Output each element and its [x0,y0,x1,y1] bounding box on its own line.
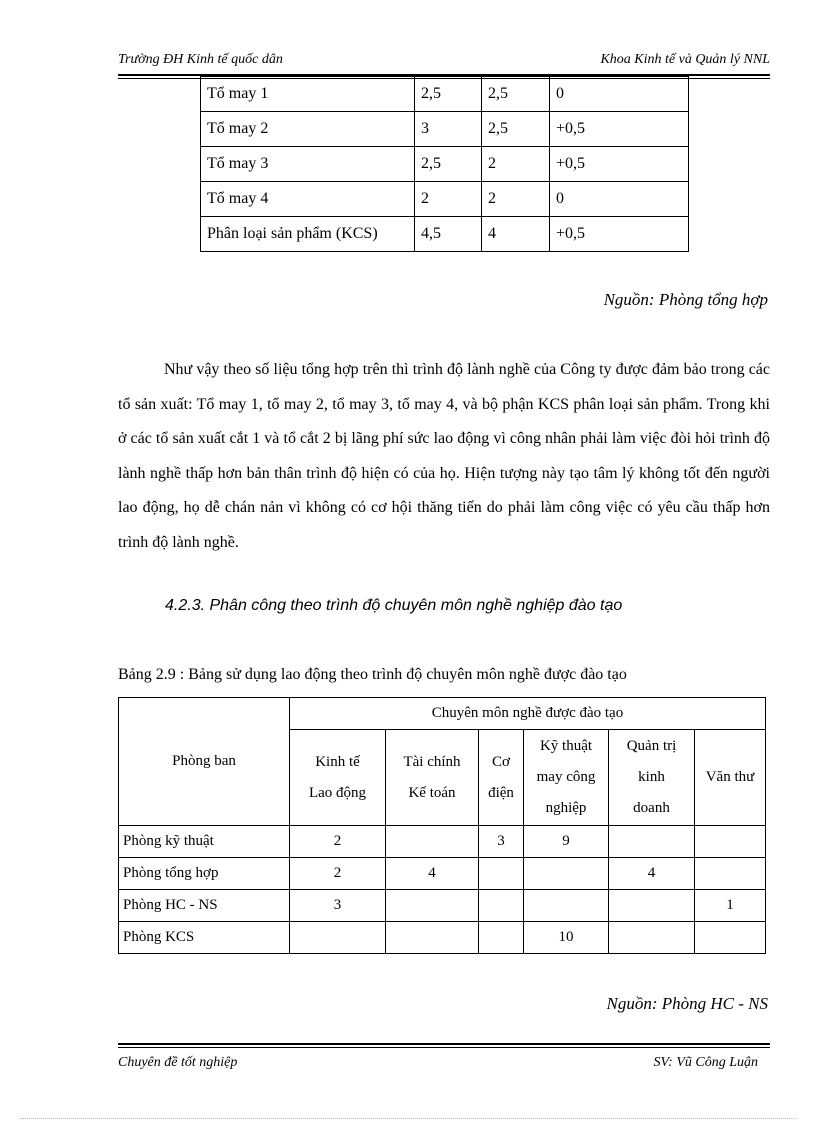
table-cell [479,922,524,954]
column-header-line: Kế toán [408,784,456,801]
column-header [695,730,766,826]
table1-source: Nguồn: Phòng tổng hợp [603,290,768,309]
table-cell: 0 [550,77,689,112]
column-header [386,730,479,826]
column-header-line: Văn thư [705,769,755,785]
table-cell: 2 [290,826,386,858]
table-cell: 2,5 [482,77,550,112]
table-row [201,112,689,147]
column-header [609,730,695,826]
table-cell: 3 [415,112,482,147]
table-cell: 4 [386,858,479,890]
table-row [201,182,689,217]
row-label: Tổ may 1 [201,77,415,112]
table-cell: 2 [482,182,550,217]
table2-corner-header: Phòng ban [119,698,290,826]
column-header-line: may công [536,769,596,785]
table-cell: 0 [550,182,689,217]
column-header-line: nghiệp [545,800,587,816]
table-cell [386,890,479,922]
page-edge [20,1118,796,1119]
section-heading: 4.2.3. Phân công theo trình độ chuyên môn nghề nghiệp đào tạo [165,597,623,614]
table-cell [609,922,695,954]
row-label: Phân loại sản phẩm (KCS) [201,217,415,252]
column-header-line: Kỹ thuật [539,738,593,754]
row-label: Phòng kỹ thuật [119,826,290,858]
table-row [201,147,689,182]
table-cell: +0,5 [550,147,689,182]
paragraph-text: Như vậy theo số liệu tổng hợp trên thì trình độ lành nghề của Công ty được đảm bảo trong các tổ sản xuất: Tổ may 1, tổ may 2, tổ may 3, tổ may 4, và bộ phận KCS phân loại sản phẩm. Trong khi ở các tổ sản xuất cắt 1 và tổ cắt 2 bị lãng phí sức lao động vì công nhân phải làm việc đòi hỏi trình độ lành nghề thấp hơn bản thân trình độ hiện có của họ. Hiện tượng này tạo tâm lý không tốt đến người lao động, họ dễ chán nản vì không có cơ hội thăng tiến do phải làm công việc có yêu cầu thấp hơn trình độ lành nghề. [118,361,770,551]
row-label: Tổ may 4 [201,182,415,217]
table-cell [386,922,479,954]
table-cell: 4 [482,217,550,252]
row-label: Phòng HC - NS [119,890,290,922]
column-header-line: Lao động [308,784,367,801]
table-cell: 3 [479,826,524,858]
column-header-line: điện [488,784,514,801]
table-cell [695,858,766,890]
header-school: Trường ĐH Kinh tế quốc dân [118,52,283,67]
table-cell [695,922,766,954]
row-label: Tổ may 3 [201,147,415,182]
table-cell [609,890,695,922]
table-row [201,217,689,252]
column-header-line: Tài chính [403,753,461,770]
specialization-table [118,697,766,954]
table-row [119,858,766,890]
table-row [119,922,766,954]
table-row [119,826,766,858]
table2-group-header: Chuyên môn nghề được đào tạo [290,698,766,730]
table-cell: 4,5 [415,217,482,252]
table-cell [524,890,609,922]
table-cell: 2,5 [482,112,550,147]
footer-rule-thin [118,1047,770,1048]
table-row [119,890,766,922]
table-cell: 2,5 [415,77,482,112]
table-cell: 2 [482,147,550,182]
column-header [479,730,524,826]
table-cell: 1 [695,890,766,922]
row-label: Tổ may 2 [201,112,415,147]
table-cell: 9 [524,826,609,858]
table-cell [695,826,766,858]
header-faculty: Khoa Kinh tế và Quản lý NNL [600,52,770,67]
column-header-line: kinh [638,769,665,785]
table-cell: 10 [524,922,609,954]
table2-caption: Bảng 2.9 : Bảng sử dụng lao động theo trình độ chuyên môn nghề được đào tạo [118,666,627,683]
column-header [290,730,386,826]
table-cell: 4 [609,858,695,890]
table-row [201,77,689,112]
table-cell: 2 [415,182,482,217]
table-cell [290,922,386,954]
table-cell [609,826,695,858]
skill-level-table [200,76,689,252]
table-cell [386,826,479,858]
table-cell [479,858,524,890]
table-cell [479,890,524,922]
column-header-line: Cơ [492,753,510,770]
body-paragraph [118,353,770,560]
table-cell: 3 [290,890,386,922]
table-cell: 2,5 [415,147,482,182]
table2-source: Nguồn: Phòng HC - NS [606,994,768,1013]
footer-title: Chuyên đề tốt nghiệp [118,1055,238,1070]
column-header [524,730,609,826]
footer-rule [118,1043,770,1045]
footer-author: SV: Vũ Công Luận [653,1055,758,1070]
row-label: Phòng tổng hợp [119,858,290,890]
column-header-line: doanh [633,800,670,816]
table-cell: +0,5 [550,217,689,252]
column-header-line: Quản trị [626,738,677,754]
column-header-line: Kinh tế [315,753,360,770]
table-cell: +0,5 [550,112,689,147]
row-label: Phòng KCS [119,922,290,954]
table-cell: 2 [290,858,386,890]
table-cell [524,858,609,890]
